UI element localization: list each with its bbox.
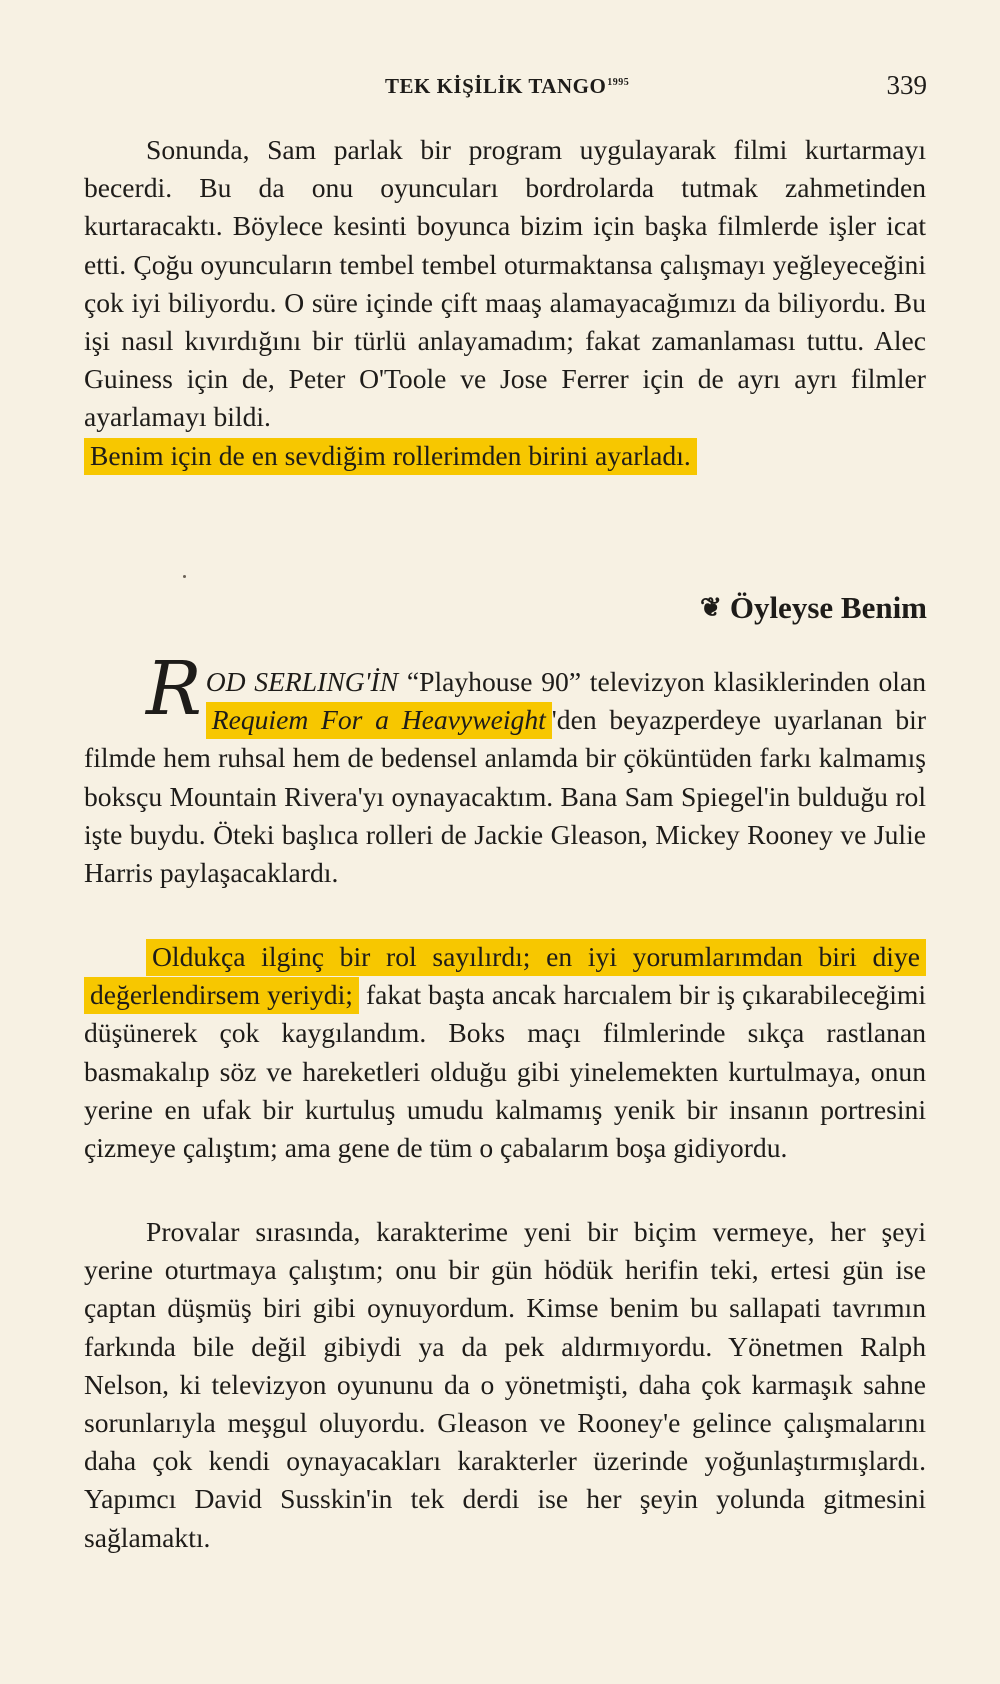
section-heading-text: Öyleyse Benim [729,590,927,625]
paragraph-3 [84,938,926,1167]
drop-cap: R [146,646,202,732]
running-title-text: TEK KİŞİLİK TANGO [385,74,607,98]
highlighted-sentence-1: Benim için de en sevdiğim rollerimden birini ayarladı. [84,438,697,475]
running-title [385,74,629,99]
page-number: 339 [886,70,927,100]
running-title-superscript: 1995 [607,77,630,88]
paragraph-2-text-b: 'den beyazperdeye uyarlanan bir filmde hem ruhsal hem de bedensel anlamda bir çöküntüden farkı kalmamış boksçu Mountain Rivera'yı oynayacaktım. Bana Sam Spiegel'in bulduğu rol işte buydu. Öteki başlıca rolleri de Jackie Gleason, Mickey Rooney ve Julie Harris paylaşacaklardı. [84,704,927,889]
running-header [0,70,1000,110]
paragraph-4-text: Provalar sırasında, karakterime yeni bir biçim vermeye, her şeyi yerine oturtmaya çalıştım; onu bir gün hödük herifin teki, ertesi gün ise çaptan düşmüş biri gibi oynuyordum. Kimse benim bu sallapati tavrımın farkında bile değil gibiydi ya da pek aldırmıyordu. Yönetmen Ralph Nelson, ki televizyon oyununu da o yönetmişti, daha çok karmaşık sahne sorunlarıyla meşgul oluyordu. Gleason ve Rooney'e gelince çalışmalarını daha çok kendi oynayacakları karakterler üzerinde yoğunlaştırmışlardı. Yapımcı David Susskin'in tek derdi ise her şeyin yolunda gitmesini sağlamaktı. [84,1216,926,1553]
fleuron-icon: ❦ [700,593,722,622]
paragraph-2 [84,646,927,892]
paragraph-2-text-a: “Playhouse 90” televizyon klasiklerinden olan [398,666,926,697]
paragraph-1-text: Sonunda, Sam parlak bir program uygulayarak filmi kurtarmayı becerdi. Bu da onu oyuncuları bordrolarda tutmak zahmetinden kurtaracaktı. Böylece kesinti boyunca bizim için başka filmlerde işler icat etti. Çoğu oyuncuların tembel tembel oturmaktansa çalışmayı yeğleyeceğini çok iyi biliyordu. O süre içinde çift maaş alamayacağımızı da biliyordu. Bu işi nasıl kıvırdığını bir türlü anlayamadım; fakat zamanlaması tuttu. Alec Guiness için de, Peter O'Toole ve Jose Ferrer için de ayrı ayrı filmler ayarlamayı bildi. [84,134,926,433]
author-name: OD SERLING'İN [205,666,399,697]
highlighted-sentence-2: Oldukça ilginç bir rol sayılırdı; en iyi yorumlarımdan biri diye değerlendirsem yeriydi; [84,939,926,1014]
section-heading [700,590,927,626]
paragraph-1 [84,131,926,475]
paragraph-3-text: fakat başta ancak harcıalem bir iş çıkarabileceğimi düşünerek çok kaygılandım. Boks maçı filmlerinde sıkça rastlanan basmakalıp söz ve hareketleri olduğu gibi yinelemekten kurtulmaya, onun yerine en ufak bir kurtuluş umudu kalmamış yenik bir insanın portresini çizmeye çalıştım; ama gene de tüm o çabalarım boşa gidiyordu. [84,979,926,1164]
paragraph-4 [84,1213,926,1557]
highlighted-title: Requiem For a Heavyweight [206,702,552,739]
print-speck [183,575,186,578]
